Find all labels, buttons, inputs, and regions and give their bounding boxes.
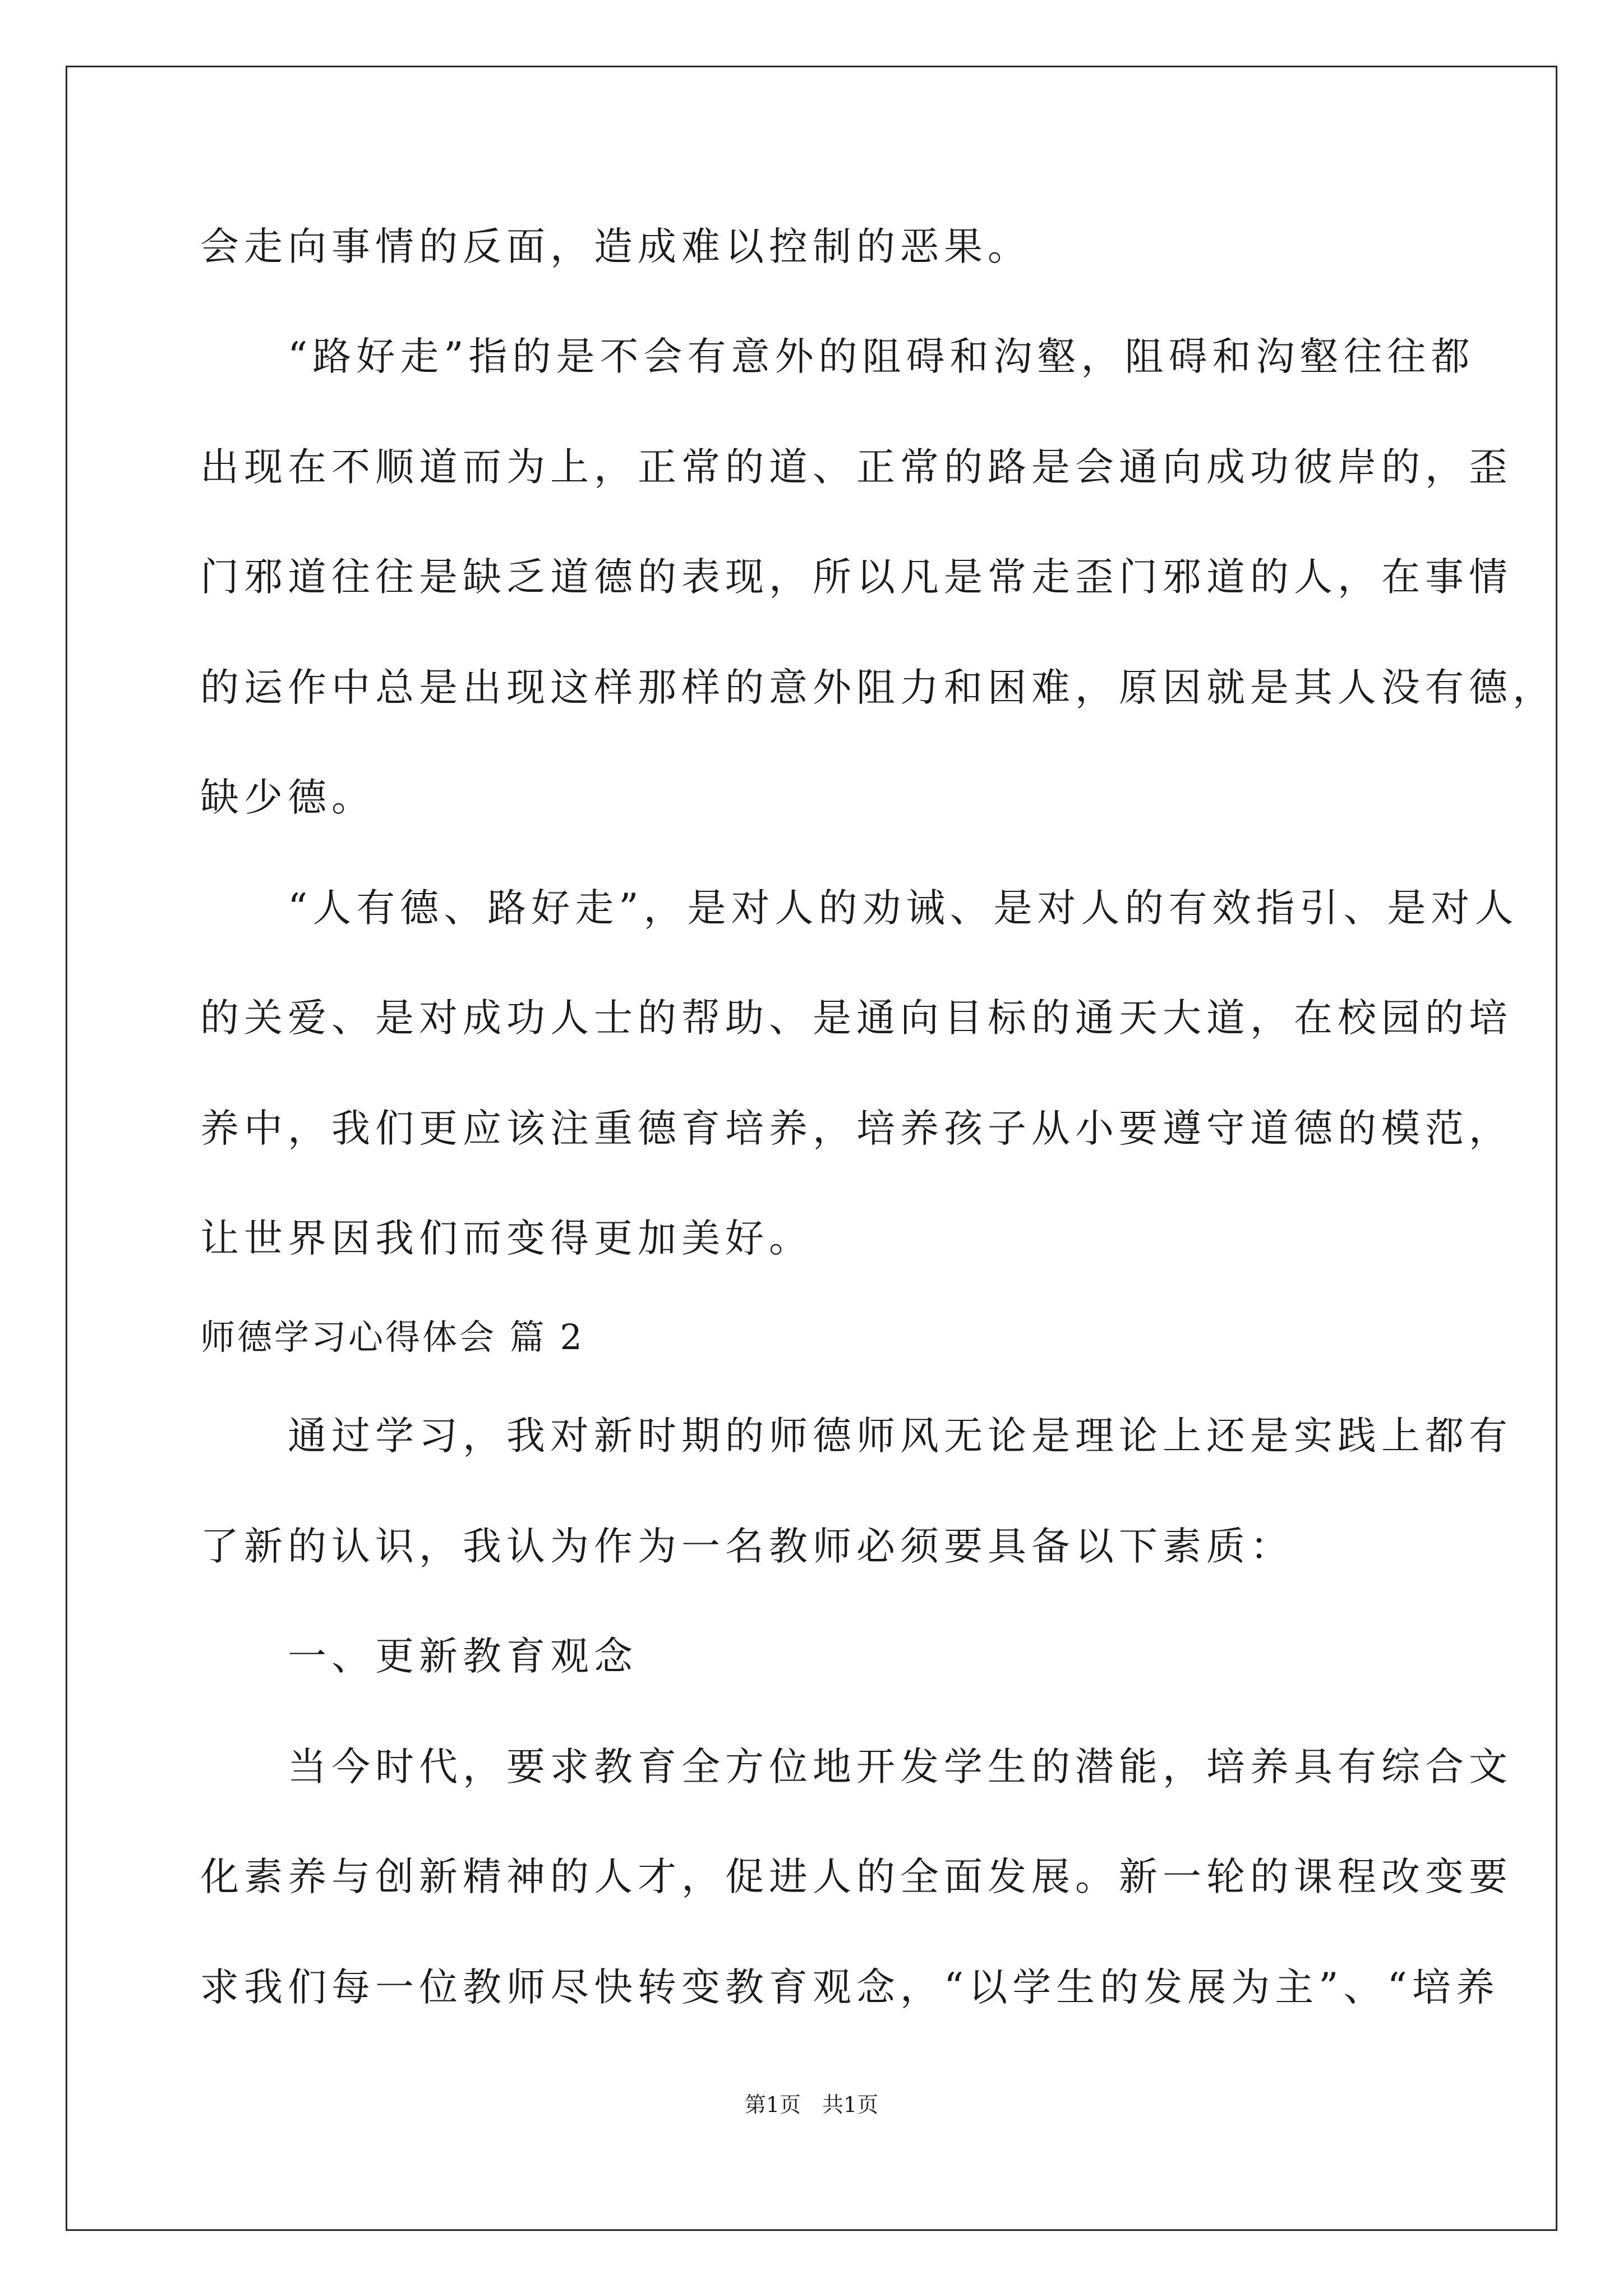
text-line-12: 通过学习，我对新时期的师德师风无论是理论上还是实践上都有 bbox=[200, 1414, 1513, 1458]
section-heading: 师德学习心得体会 篇 2 bbox=[200, 1317, 584, 1358]
text-line-6: 缺少德。 bbox=[200, 775, 375, 820]
text-line-2: “路好走”指的是不会有意外的阻碍和沟壑，阻碍和沟壑往往都 bbox=[200, 334, 1475, 379]
text-line-17: 求我们每一位教师尽快转变教育观念，“以学生的发展为主”、“培养 bbox=[200, 1965, 1500, 2010]
text-line-15: 当今时代，要求教育全方位地开发学生的潜能，培养具有综合文 bbox=[200, 1745, 1513, 1789]
text-line-1: 会走向事情的反面，造成难以控制的恶果。 bbox=[200, 224, 1031, 269]
text-line-10: 让世界因我们而变得更加美好。 bbox=[200, 1216, 813, 1261]
text-line-8: 的关爱、是对成功人士的帮助、是通向目标的通天大道，在校园的培 bbox=[200, 996, 1513, 1041]
page-footer: 第1页 共1页 bbox=[744, 2092, 879, 2117]
text-line-5: 的运作中总是出现这样那样的意外阻力和困难，原因就是其人没有德， bbox=[200, 665, 1556, 710]
text-line-13: 了新的认识，我认为作为一名教师必须要具备以下素质： bbox=[200, 1524, 1294, 1569]
text-line-4: 门邪道往往是缺乏道德的表现，所以凡是常走歪门邪道的人，在事情 bbox=[200, 555, 1513, 600]
text-line-16: 化素养与创新精神的人才，促进人的全面发展。新一轮的课程改变要 bbox=[200, 1855, 1513, 1899]
text-line-3: 出现在不顺道而为上，正常的道、正常的路是会通向成功彼岸的，歪 bbox=[200, 445, 1513, 490]
text-line-9: 养中，我们更应该注重德育培养，培养孩子从小要遵守道德的模范， bbox=[200, 1106, 1513, 1151]
text-line-7: “人有德、路好走”，是对人的劝诫、是对人的有效指引、是对人 bbox=[200, 886, 1519, 931]
text-line-14: 一、更新教育观念 bbox=[200, 1634, 638, 1679]
